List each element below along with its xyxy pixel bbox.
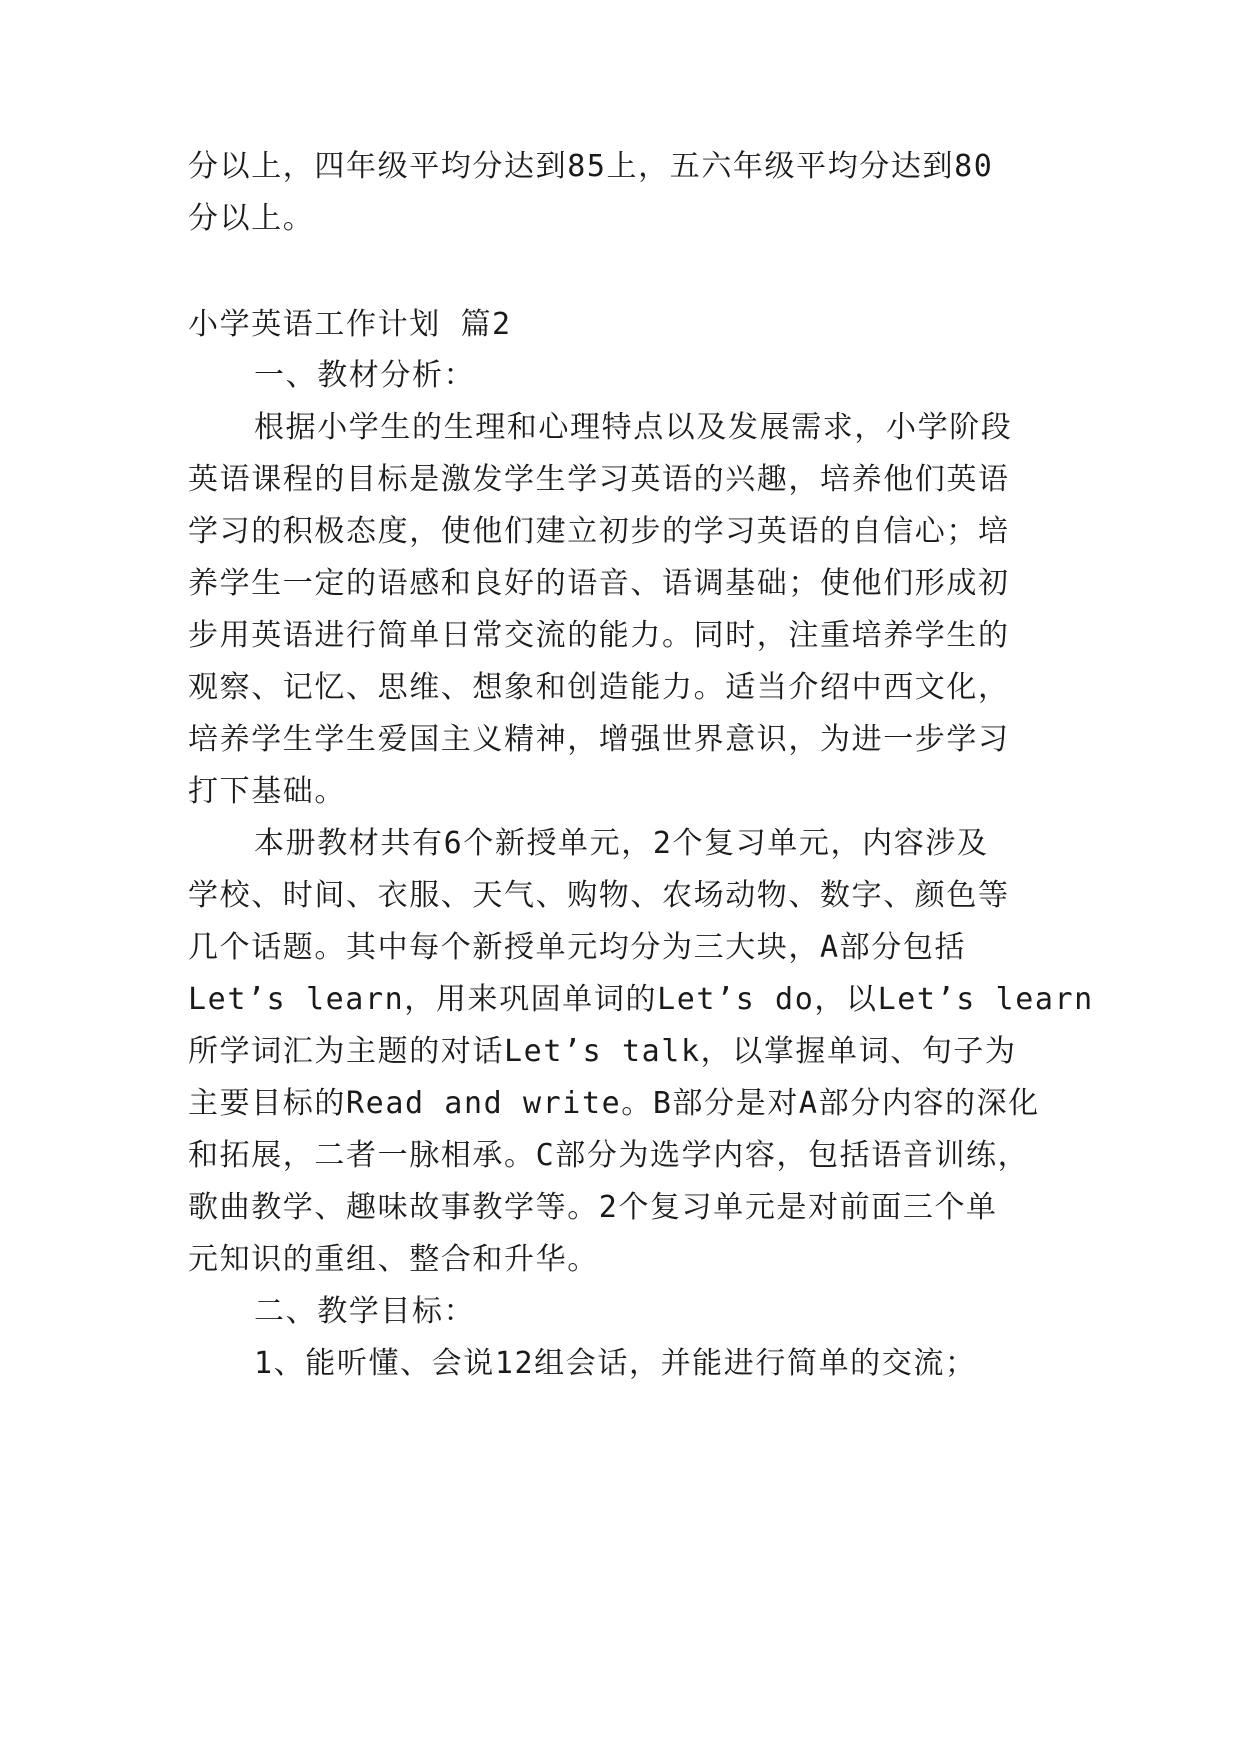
- subheading-textbook-analysis: 一、教材分析：: [254, 358, 476, 393]
- paragraph-line: 打下基础。: [188, 774, 346, 809]
- paragraph-line: 学习的积极态度，使他们建立初步的学习英语的自信心；培: [188, 514, 1010, 549]
- paragraph-line: 步用英语进行简单日常交流的能力。同时，注重培养学生的: [188, 618, 1010, 653]
- paragraph-line: 歌曲教学、趣味故事教学等。2个复习单元是对前面三个单: [188, 1190, 998, 1225]
- paragraph-line: 和拓展，二者一脉相承。C部分为选学内容，包括语音训练，: [188, 1138, 1030, 1173]
- paragraph-line: 所学词汇为主题的对话Let’s talk，以掌握单词、句子为: [188, 1034, 1017, 1069]
- paragraph-line: 元知识的重组、整合和升华。: [188, 1242, 599, 1277]
- paragraph-line: 根据小学生的生理和心理特点以及发展需求，小学阶段: [254, 410, 1013, 445]
- paragraph-line: Let’s learn，用来巩固单词的Let’s do，以Let’s learn: [188, 982, 1094, 1017]
- paragraph-line: 主要目标的Read and write。B部分是对A部分内容的深化: [188, 1086, 1040, 1121]
- text-line-score-targets-end: 分以上。: [188, 201, 315, 236]
- paragraph-line: 英语课程的目标是激发学生学习英语的兴趣，培养他们英语: [188, 462, 1010, 497]
- subheading-teaching-goals: 二、教学目标：: [254, 1294, 476, 1329]
- paragraph-line: 学校、时间、衣服、天气、购物、农场动物、数字、颜色等: [188, 878, 1010, 913]
- paragraph-line: 培养学生学生爱国主义精神，增强世界意识，为进一步学习: [188, 722, 1010, 757]
- paragraph-line: 观察、记忆、思维、想象和创造能力。适当介绍中西文化，: [188, 670, 1010, 705]
- section-heading: 小学英语工作计划 篇2: [188, 307, 512, 342]
- paragraph-line: 几个话题。其中每个新授单元均分为三大块，A部分包括: [188, 930, 967, 965]
- goal-item-1: 1、能听懂、会说12组会话，并能进行简单的交流；: [254, 1346, 977, 1381]
- text-line-score-targets: 分以上，四年级平均分达到85上，五六年级平均分达到80: [188, 149, 994, 184]
- paragraph-line: 养学生一定的语感和良好的语音、语调基础；使他们形成初: [188, 566, 1010, 601]
- paragraph-line: 本册教材共有6个新授单元，2个复习单元，内容涉及: [254, 826, 989, 861]
